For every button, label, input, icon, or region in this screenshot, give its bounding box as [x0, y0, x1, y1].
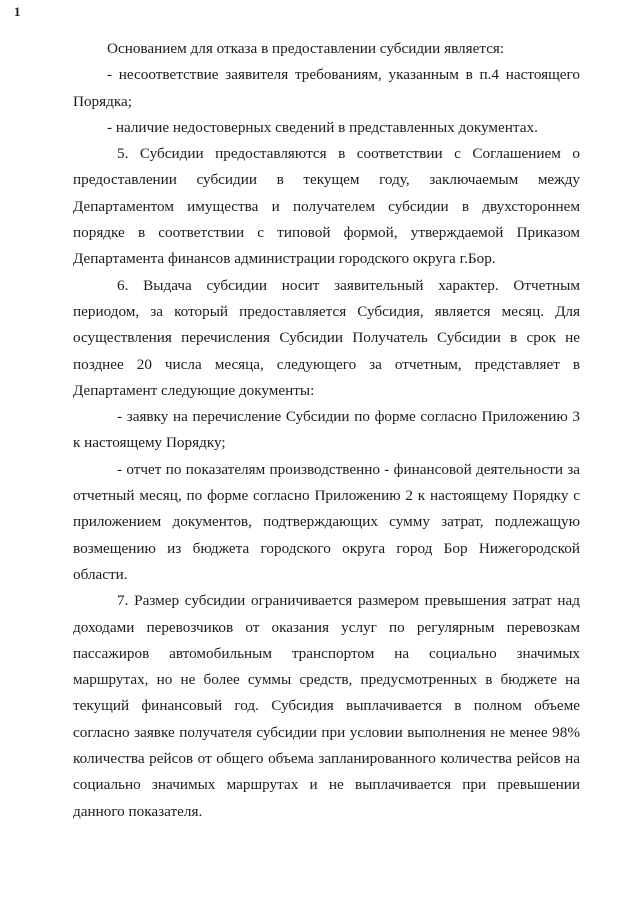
text-line: Департаментом имущества и получателем субсидии в двухстороннем: [73, 197, 580, 215]
text-line: предоставлении субсидии в текущем году, заключаемым между: [73, 171, 580, 189]
text-line: - наличие недостоверных сведений в представленных документах.: [107, 118, 538, 136]
text-line: доходами перевозчиков от оказания услуг по регулярным перевозкам: [73, 618, 580, 636]
text-line: Департамента финансов администрации городского округа г.Бор.: [73, 250, 496, 268]
text-line: - заявку на перечисление Субсидии по форме согласно Приложению 3: [117, 408, 580, 426]
text-line: Основанием для отказа в предоставлении субсидии является:: [107, 40, 505, 57]
paragraph-refusal-item-2: [73, 115, 580, 141]
text-line: позднее 20 числа месяца, следующего за отчетным, представляет в: [73, 355, 580, 373]
text-line: возмещению из бюджета городского округа город Бор Нижегородской: [73, 539, 580, 557]
paragraph-6: [73, 273, 580, 404]
page-corner-mark: 1: [14, 4, 21, 19]
text-line: маршрутах, но не более суммы средств, предусмотренных в бюджете на: [73, 671, 580, 689]
text-line: - отчет по показателям производственно - финансовой деятельности за: [117, 460, 580, 478]
text-line: данного показателя.: [73, 802, 203, 820]
text-line: порядке в соответствии с типовой формой, утверждаемой Приказом: [73, 224, 580, 242]
text-line: 5. Субсидии предоставляются в соответствии с Соглашением о: [117, 145, 580, 163]
document-body: [73, 36, 580, 825]
text-line: Порядка;: [73, 92, 132, 110]
paragraph-5: [73, 141, 580, 272]
text-line: Департамент следующие документы:: [73, 381, 315, 399]
text-line: - несоответствие заявителя требованиям, указанным в п.4 настоящего: [107, 66, 580, 84]
text-line: области.: [73, 565, 128, 583]
paragraph-refusal-grounds: [73, 36, 580, 62]
paragraph-7: [73, 588, 580, 825]
paragraph-refusal-item-1: [73, 62, 580, 115]
text-line: периодом, за который предоставляется Субсидия, является месяц. Для: [73, 302, 580, 320]
text-line: отчетный месяц, по форме согласно Приложению 2 к настоящему Порядку с: [73, 487, 580, 505]
paragraph-documents-item-1: [73, 404, 580, 457]
text-line: приложением документов, подтверждающих сумму затрат, подлежащую: [73, 513, 580, 531]
text-line: количества рейсов от общего объема запланированного количества рейсов на: [73, 750, 580, 768]
text-line: 7. Размер субсидии ограничивается размером превышения затрат над: [117, 592, 580, 610]
text-line: социально значимых маршрутах и не выплачивается при превышении: [73, 776, 580, 794]
text-line: текущий финансовый год. Субсидия выплачивается в полном объеме: [73, 697, 580, 715]
text-line: осуществления перечисления Субсидии Получатель Субсидии в срок не: [73, 329, 580, 347]
text-line: к настоящему Порядку;: [73, 434, 226, 452]
text-line: пассажиров автомобильным транспортом на социально значимых: [73, 644, 580, 662]
text-line: согласно заявке получателя субсидии при условии выполнения не менее 98%: [73, 723, 580, 741]
paragraph-documents-item-2: [73, 457, 580, 588]
text-line: 6. Выдача субсидии носит заявительный характер. Отчетным: [117, 276, 580, 294]
